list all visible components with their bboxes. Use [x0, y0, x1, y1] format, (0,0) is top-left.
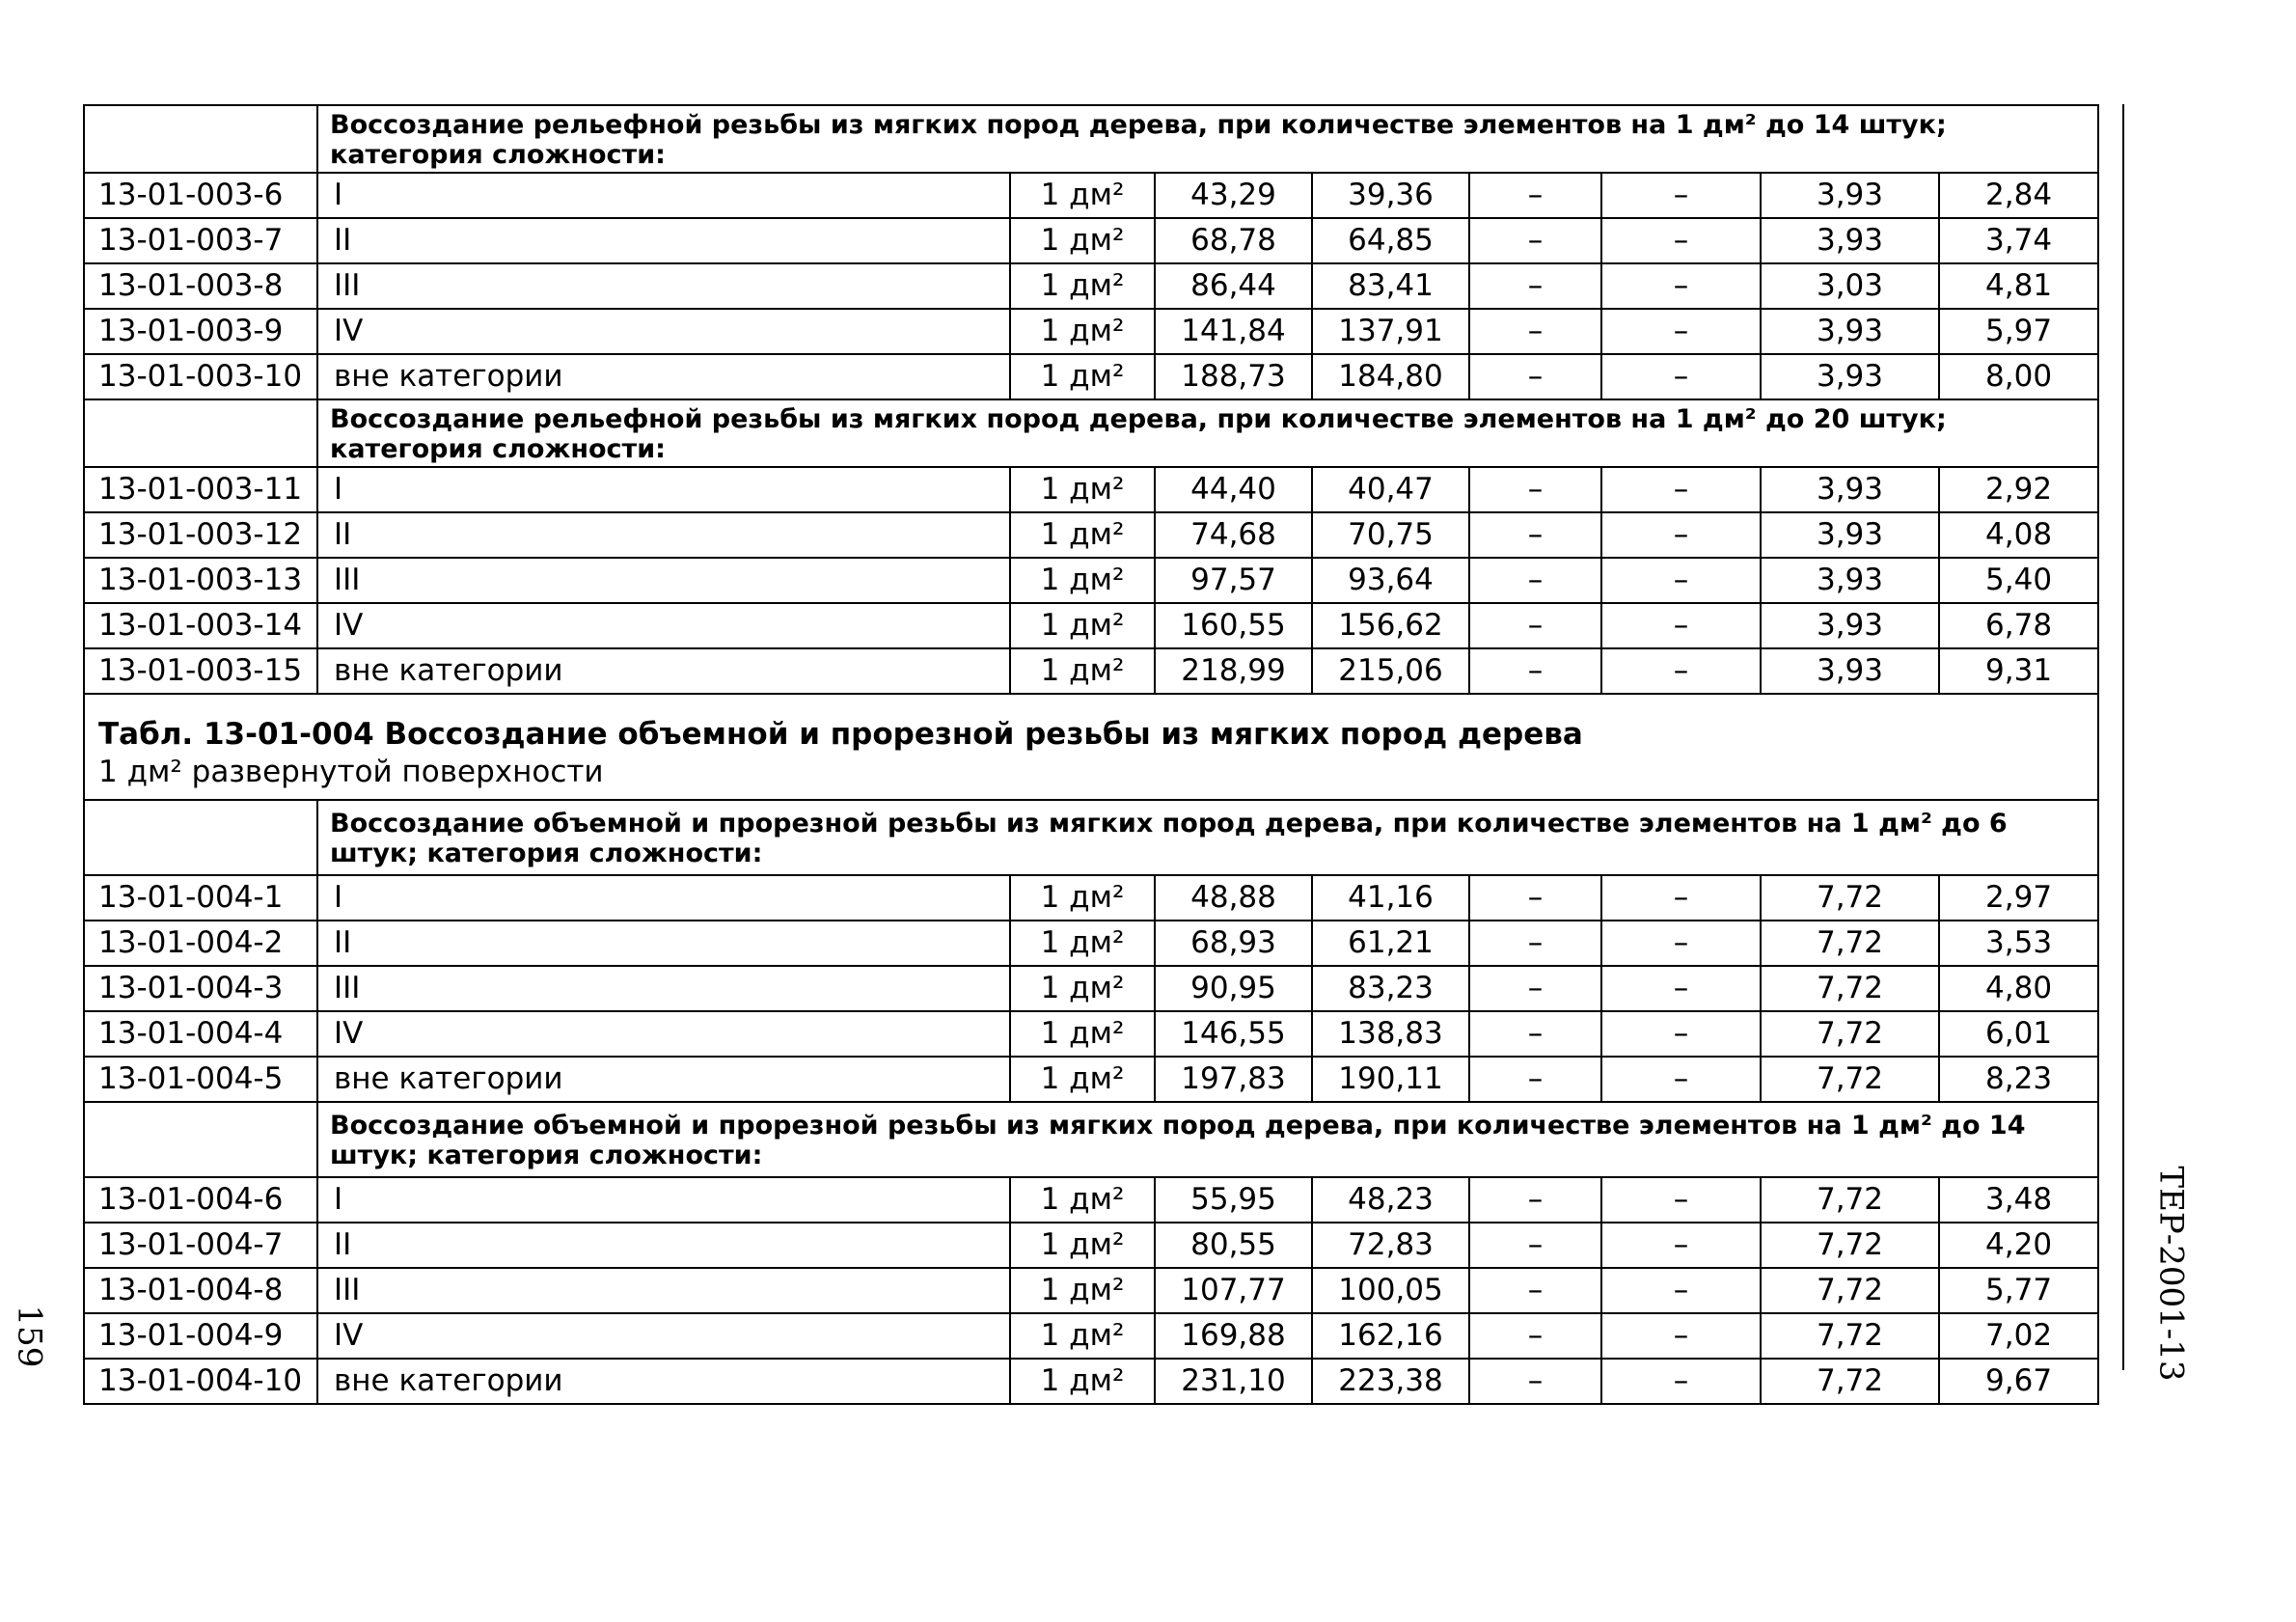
cell-name: IV [317, 603, 1010, 648]
cell-c2: 93,64 [1312, 558, 1469, 603]
table-row [84, 218, 2098, 263]
cell-c1: 90,95 [1155, 966, 1312, 1011]
cell-c3: – [1469, 1177, 1601, 1223]
subheading-empty-cell [84, 1102, 317, 1177]
cell-c6: 5,40 [1939, 558, 2098, 603]
cell-c2: 39,36 [1312, 173, 1469, 218]
cell-code: 13-01-003-8 [84, 263, 317, 309]
cell-c1: 146,55 [1155, 1011, 1312, 1057]
cell-c1: 68,78 [1155, 218, 1312, 263]
subheading-empty-cell [84, 399, 317, 467]
cell-code: 13-01-004-8 [84, 1268, 317, 1313]
table-row [84, 966, 2098, 1011]
cell-c1: 197,83 [1155, 1057, 1312, 1102]
table-row [84, 1177, 2098, 1223]
cell-code: 13-01-003-6 [84, 173, 317, 218]
cell-c2: 61,21 [1312, 921, 1469, 966]
cell-c4: – [1601, 603, 1761, 648]
cell-c5: 7,72 [1761, 1011, 1939, 1057]
cell-c2: 64,85 [1312, 218, 1469, 263]
cell-c5: 3,93 [1761, 512, 1939, 558]
cell-code: 13-01-004-10 [84, 1359, 317, 1404]
subheading-empty-cell [84, 800, 317, 875]
cell-c4: – [1601, 173, 1761, 218]
subheading-empty-cell [84, 105, 317, 173]
cell-c6: 6,01 [1939, 1011, 2098, 1057]
cell-c3: – [1469, 875, 1601, 921]
table-body [84, 105, 2098, 1404]
cell-c1: 231,10 [1155, 1359, 1312, 1404]
cell-c5: 3,93 [1761, 558, 1939, 603]
cell-c5: 7,72 [1761, 875, 1939, 921]
cell-c6: 3,48 [1939, 1177, 2098, 1223]
subheading-row [84, 399, 2098, 467]
section-header-row [84, 694, 2098, 800]
cell-c2: 138,83 [1312, 1011, 1469, 1057]
cell-name: IV [317, 1313, 1010, 1359]
cell-c3: – [1469, 1057, 1601, 1102]
cell-c6: 3,74 [1939, 218, 2098, 263]
cell-c1: 169,88 [1155, 1313, 1312, 1359]
cell-c5: 3,93 [1761, 603, 1939, 648]
cell-name: вне категории [317, 354, 1010, 399]
cell-code: 13-01-004-3 [84, 966, 317, 1011]
cell-c5: 3,93 [1761, 648, 1939, 694]
cell-c6: 5,97 [1939, 309, 2098, 354]
cell-c2: 72,83 [1312, 1223, 1469, 1268]
cell-c6: 6,78 [1939, 603, 2098, 648]
right-margin-rule [2122, 104, 2124, 1370]
cell-c3: – [1469, 263, 1601, 309]
cell-c3: – [1469, 1359, 1601, 1404]
cell-code: 13-01-004-5 [84, 1057, 317, 1102]
cell-name: II [317, 512, 1010, 558]
cell-c4: – [1601, 921, 1761, 966]
cell-unit: 1 дм² [1010, 1313, 1155, 1359]
cell-c4: – [1601, 966, 1761, 1011]
cell-c2: 40,47 [1312, 467, 1469, 512]
table-row [84, 603, 2098, 648]
cell-code: 13-01-004-4 [84, 1011, 317, 1057]
cell-unit: 1 дм² [1010, 467, 1155, 512]
cell-c6: 9,67 [1939, 1359, 2098, 1404]
cell-name: I [317, 467, 1010, 512]
cell-name: IV [317, 309, 1010, 354]
subheading-text: Воссоздание объемной и прорезной резьбы из мягких пород дерева, при количестве элементов на 1 дм² до 6 штук; категория сложности: [317, 800, 2098, 875]
cell-code: 13-01-004-7 [84, 1223, 317, 1268]
cell-c3: – [1469, 648, 1601, 694]
cell-unit: 1 дм² [1010, 309, 1155, 354]
cell-code: 13-01-003-11 [84, 467, 317, 512]
cell-c5: 7,72 [1761, 921, 1939, 966]
document-code-label [2128, 1158, 2215, 1389]
cell-name: вне категории [317, 648, 1010, 694]
table-row [84, 1223, 2098, 1268]
cell-c3: – [1469, 558, 1601, 603]
cell-name: вне категории [317, 1359, 1010, 1404]
cell-c3: – [1469, 467, 1601, 512]
cell-c4: – [1601, 1359, 1761, 1404]
subheading-row [84, 105, 2098, 173]
subheading-text: Воссоздание объемной и прорезной резьбы из мягких пород дерева, при количестве элементов на 1 дм² до 14 штук; категория сложности: [317, 1102, 2098, 1177]
cell-c6: 3,53 [1939, 921, 2098, 966]
cell-unit: 1 дм² [1010, 966, 1155, 1011]
cell-c2: 70,75 [1312, 512, 1469, 558]
cell-c1: 44,40 [1155, 467, 1312, 512]
cell-c5: 7,72 [1761, 1057, 1939, 1102]
cell-c4: – [1601, 558, 1761, 603]
cell-c5: 7,72 [1761, 1313, 1939, 1359]
cell-name: III [317, 966, 1010, 1011]
cell-c6: 2,84 [1939, 173, 2098, 218]
cell-c4: – [1601, 354, 1761, 399]
cell-c3: – [1469, 309, 1601, 354]
cell-unit: 1 дм² [1010, 218, 1155, 263]
cell-c6: 2,92 [1939, 467, 2098, 512]
table-row [84, 875, 2098, 921]
cell-c1: 48,88 [1155, 875, 1312, 921]
cell-c4: – [1601, 263, 1761, 309]
cell-c4: – [1601, 309, 1761, 354]
cell-c4: – [1601, 1011, 1761, 1057]
cell-c1: 141,84 [1155, 309, 1312, 354]
cell-c5: 3,93 [1761, 218, 1939, 263]
cell-c1: 107,77 [1155, 1268, 1312, 1313]
cell-unit: 1 дм² [1010, 648, 1155, 694]
cell-unit: 1 дм² [1010, 1177, 1155, 1223]
cell-c3: – [1469, 1268, 1601, 1313]
cell-c1: 55,95 [1155, 1177, 1312, 1223]
cell-code: 13-01-003-13 [84, 558, 317, 603]
cell-c1: 188,73 [1155, 354, 1312, 399]
cell-c2: 48,23 [1312, 1177, 1469, 1223]
cell-code: 13-01-004-6 [84, 1177, 317, 1223]
cell-code: 13-01-003-7 [84, 218, 317, 263]
cell-c5: 3,93 [1761, 354, 1939, 399]
cell-c4: – [1601, 1313, 1761, 1359]
cell-c6: 4,08 [1939, 512, 2098, 558]
cell-c4: – [1601, 467, 1761, 512]
cell-code: 13-01-003-12 [84, 512, 317, 558]
cell-c3: – [1469, 921, 1601, 966]
cell-c1: 80,55 [1155, 1223, 1312, 1268]
cell-name: II [317, 218, 1010, 263]
table-row [84, 263, 2098, 309]
cell-c6: 8,23 [1939, 1057, 2098, 1102]
cell-c6: 9,31 [1939, 648, 2098, 694]
cell-c6: 7,02 [1939, 1313, 2098, 1359]
table-row [84, 1359, 2098, 1404]
cell-name: III [317, 1268, 1010, 1313]
cell-c2: 83,41 [1312, 263, 1469, 309]
table-row [84, 921, 2098, 966]
subheading-row [84, 800, 2098, 875]
cell-name: III [317, 558, 1010, 603]
table-row [84, 309, 2098, 354]
page-number-text: 159 [10, 1305, 48, 1368]
table-row [84, 512, 2098, 558]
cell-unit: 1 дм² [1010, 1011, 1155, 1057]
cell-c5: 7,72 [1761, 1223, 1939, 1268]
cell-c4: – [1601, 218, 1761, 263]
table-row [84, 1268, 2098, 1313]
cell-code: 13-01-004-1 [84, 875, 317, 921]
cell-c3: – [1469, 1223, 1601, 1268]
cell-c5: 7,72 [1761, 1268, 1939, 1313]
cell-c6: 4,81 [1939, 263, 2098, 309]
cell-c3: – [1469, 173, 1601, 218]
cell-c4: – [1601, 512, 1761, 558]
cell-c2: 190,11 [1312, 1057, 1469, 1102]
cell-code: 13-01-004-2 [84, 921, 317, 966]
cell-unit: 1 дм² [1010, 263, 1155, 309]
cell-c2: 223,38 [1312, 1359, 1469, 1404]
cell-c1: 218,99 [1155, 648, 1312, 694]
cell-c6: 5,77 [1939, 1268, 2098, 1313]
cell-code: 13-01-003-9 [84, 309, 317, 354]
cell-c3: – [1469, 218, 1601, 263]
cell-unit: 1 дм² [1010, 558, 1155, 603]
cell-c1: 74,68 [1155, 512, 1312, 558]
cell-c5: 7,72 [1761, 1177, 1939, 1223]
cell-c3: – [1469, 603, 1601, 648]
cell-c3: – [1469, 1011, 1601, 1057]
cell-code: 13-01-003-15 [84, 648, 317, 694]
cell-c1: 43,29 [1155, 173, 1312, 218]
cell-name: I [317, 875, 1010, 921]
cell-name: I [317, 173, 1010, 218]
cell-c2: 215,06 [1312, 648, 1469, 694]
subheading-text: Воссоздание рельефной резьбы из мягких пород дерева, при количестве элементов на 1 дм² до 14 штук; категория сложности: [317, 105, 2098, 173]
table-row [84, 1313, 2098, 1359]
cell-c1: 160,55 [1155, 603, 1312, 648]
cell-code: 13-01-004-9 [84, 1313, 317, 1359]
document-code-text: ТЕР-2001-13 [2152, 1166, 2191, 1382]
cell-c1: 97,57 [1155, 558, 1312, 603]
section-title: Табл. 13-01-004 Воссоздание объемной и прорезной резьбы из мягких пород дерева [98, 717, 1583, 753]
cell-unit: 1 дм² [1010, 875, 1155, 921]
section-unit: 1 дм² развернутой поверхности [98, 754, 604, 789]
cell-name: II [317, 1223, 1010, 1268]
cell-name: II [317, 921, 1010, 966]
cell-unit: 1 дм² [1010, 1359, 1155, 1404]
cell-c4: – [1601, 1268, 1761, 1313]
table-row [84, 558, 2098, 603]
cell-unit: 1 дм² [1010, 921, 1155, 966]
cell-unit: 1 дм² [1010, 603, 1155, 648]
cell-unit: 1 дм² [1010, 1223, 1155, 1268]
subheading-text: Воссоздание рельефной резьбы из мягких пород дерева, при количестве элементов на 1 дм² до 20 штук; категория сложности: [317, 399, 2098, 467]
cell-c6: 8,00 [1939, 354, 2098, 399]
cell-c1: 68,93 [1155, 921, 1312, 966]
cell-c3: – [1469, 966, 1601, 1011]
section-header-cell [84, 694, 2098, 800]
cell-c5: 3,93 [1761, 173, 1939, 218]
cell-c3: – [1469, 354, 1601, 399]
table-row [84, 1057, 2098, 1102]
cell-c5: 7,72 [1761, 966, 1939, 1011]
table-row [84, 354, 2098, 399]
cell-name: IV [317, 1011, 1010, 1057]
cell-c4: – [1601, 1223, 1761, 1268]
cell-c2: 100,05 [1312, 1268, 1469, 1313]
cell-c3: – [1469, 1313, 1601, 1359]
table-row [84, 648, 2098, 694]
cell-c4: – [1601, 875, 1761, 921]
subheading-row [84, 1102, 2098, 1177]
cell-name: I [317, 1177, 1010, 1223]
cell-unit: 1 дм² [1010, 1057, 1155, 1102]
cell-c6: 4,20 [1939, 1223, 2098, 1268]
cell-name: вне категории [317, 1057, 1010, 1102]
cell-c6: 4,80 [1939, 966, 2098, 1011]
cell-c2: 156,62 [1312, 603, 1469, 648]
cell-c2: 41,16 [1312, 875, 1469, 921]
price-table [83, 104, 2099, 1405]
cell-unit: 1 дм² [1010, 173, 1155, 218]
cell-c5: 7,72 [1761, 1359, 1939, 1404]
cell-code: 13-01-003-10 [84, 354, 317, 399]
cell-c2: 83,23 [1312, 966, 1469, 1011]
table-row [84, 173, 2098, 218]
cell-unit: 1 дм² [1010, 1268, 1155, 1313]
cell-c2: 162,16 [1312, 1313, 1469, 1359]
cell-c4: – [1601, 1177, 1761, 1223]
cell-c2: 184,80 [1312, 354, 1469, 399]
cell-c2: 137,91 [1312, 309, 1469, 354]
cell-c4: – [1601, 648, 1761, 694]
page-number [0, 1305, 58, 1368]
cell-c1: 86,44 [1155, 263, 1312, 309]
cell-code: 13-01-003-14 [84, 603, 317, 648]
table-row [84, 467, 2098, 512]
table-row [84, 1011, 2098, 1057]
cell-name: III [317, 263, 1010, 309]
cell-c5: 3,03 [1761, 263, 1939, 309]
cell-unit: 1 дм² [1010, 354, 1155, 399]
cell-unit: 1 дм² [1010, 512, 1155, 558]
cell-c5: 3,93 [1761, 467, 1939, 512]
cell-c3: – [1469, 512, 1601, 558]
cell-c4: – [1601, 1057, 1761, 1102]
cell-c5: 3,93 [1761, 309, 1939, 354]
cell-c6: 2,97 [1939, 875, 2098, 921]
